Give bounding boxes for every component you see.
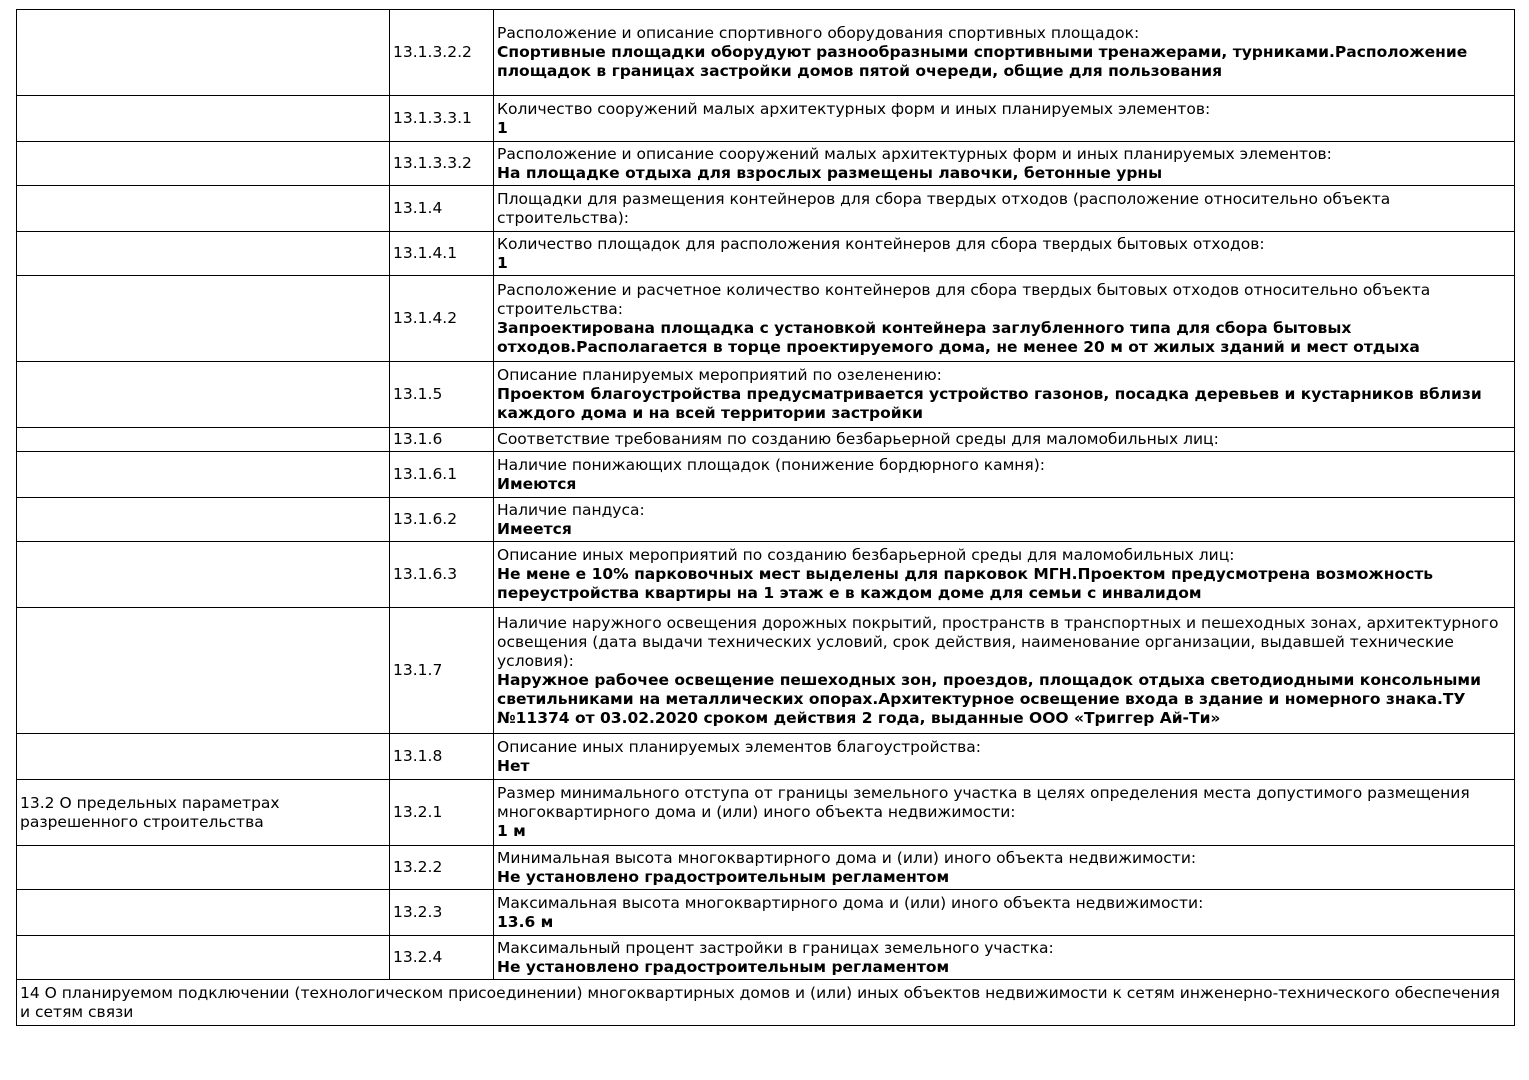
table-row	[17, 142, 1515, 186]
item-value: На площадке отдыха для взрослых размещены лавочки, бетонные урны	[497, 163, 1163, 182]
item-description	[494, 10, 1515, 96]
item-label: Соответствие требованиям по созданию безбарьерной среды для маломобильных лиц:	[497, 430, 1219, 448]
item-number: 13.1.4	[390, 186, 494, 232]
section-heading: 13.2 О предельных параметрах разрешенного строительства	[17, 780, 390, 846]
item-value: Нет	[497, 756, 530, 775]
item-value: Не мене е 10% парковочных мест выделены для парковок МГН.Проектом предусмотрена возможность переустройства квартиры на 1 этаж е в каждом доме для семьи с инвалидом	[497, 565, 1434, 602]
item-label: Расположение и описание сооружений малых архитектурных форм и иных планируемых элементов:	[497, 144, 1332, 163]
table-row	[17, 362, 1515, 428]
item-number: 13.2.1	[390, 780, 494, 846]
table-row	[17, 498, 1515, 542]
item-description	[494, 542, 1515, 608]
item-value: Спортивные площадки оборудуют разнообразными спортивными тренажерами, турниками.Расположение площадок в границах застройки домов пятой очереди, общие для пользования	[497, 43, 1468, 80]
item-number: 13.1.3.3.1	[390, 96, 494, 142]
item-description	[494, 498, 1515, 542]
item-label: Минимальная высота многоквартирного дома и (или) иного объекта недвижимости:	[497, 848, 1197, 867]
declaration-table	[16, 9, 1515, 1026]
item-description	[494, 96, 1515, 142]
item-label: Наличие понижающих площадок (понижение бордюрного камня):	[497, 455, 1046, 474]
section-cell	[17, 10, 390, 96]
item-description	[494, 890, 1515, 936]
section-cell	[17, 186, 390, 232]
item-label: Наличие пандуса:	[497, 500, 645, 519]
item-description	[494, 142, 1515, 186]
table-row	[17, 980, 1515, 1026]
item-description	[494, 734, 1515, 780]
item-number: 13.1.4.2	[390, 276, 494, 362]
section-cell	[17, 276, 390, 362]
item-label: Площадки для размещения контейнеров для сбора твердых отходов (расположение относительно объекта строительства):	[497, 189, 1391, 227]
item-number: 13.1.6.1	[390, 452, 494, 498]
section-cell	[17, 362, 390, 428]
item-number: 13.2.4	[390, 936, 494, 980]
item-value: Не установлено градостроительным регламентом	[497, 867, 950, 886]
item-description	[494, 608, 1515, 734]
table-row	[17, 10, 1515, 96]
section-cell	[17, 608, 390, 734]
item-number: 13.1.3.2.2	[390, 10, 494, 96]
section-cell	[17, 936, 390, 980]
item-number: 13.1.5	[390, 362, 494, 428]
table-row	[17, 452, 1515, 498]
item-value: Не установлено градостроительным регламентом	[497, 957, 950, 976]
table-row	[17, 890, 1515, 936]
item-value: Проектом благоустройства предусматривается устройство газонов, посадка деревьев и кустарников вблизи каждого дома и на всей территории застройки	[497, 385, 1482, 422]
item-number: 13.2.2	[390, 846, 494, 890]
item-value: 13.6 м	[497, 912, 554, 931]
item-number: 13.2.3	[390, 890, 494, 936]
table-row	[17, 276, 1515, 362]
table-row	[17, 96, 1515, 142]
item-value: 1	[497, 118, 508, 137]
item-number: 13.1.4.1	[390, 232, 494, 276]
item-value: Наружное рабочее освещение пешеходных зон, проездов, площадок отдыха светодиодными консольными светильниками на металлических опорах.Архитектурное освещение входа в здание и номерного знака.ТУ №11374 от 03.02.2020 сроком действия 2 года, выданные ООО «Триггер Ай-Ти»	[497, 670, 1481, 727]
item-label: Максимальный процент застройки в границах земельного участка:	[497, 938, 1054, 957]
item-description	[494, 428, 1515, 452]
item-value: Имеются	[497, 474, 577, 493]
item-label: Размер минимального отступа от границы земельного участка в целях определения места допустимого размещения многоквартирного дома и (или) иного объекта недвижимости:	[497, 784, 1470, 821]
table-row	[17, 936, 1515, 980]
item-description	[494, 186, 1515, 232]
document-page	[16, 9, 1514, 1026]
section-14-heading: 14 О планируемом подключении (технологическом присоединении) многоквартирных домов и (или) иных объектов недвижимости к сетям инженерно-технического обеспечения и сетям связи	[17, 980, 1515, 1026]
item-label: Максимальная высота многоквартирного дома и (или) иного объекта недвижимости:	[497, 893, 1204, 912]
section-cell	[17, 142, 390, 186]
item-value: 1 м	[497, 822, 526, 840]
item-label: Расположение и описание спортивного оборудования спортивных площадок:	[497, 24, 1140, 42]
table-row	[17, 428, 1515, 452]
item-description	[494, 362, 1515, 428]
item-label: Наличие наружного освещения дорожных покрытий, пространств в транспортных и пешеходных зонах, архитектурного освещения (дата выдачи технических условий, срок действия, наименование организации, выдавшей технические условия):	[497, 613, 1499, 670]
item-description	[494, 780, 1515, 846]
section-cell	[17, 452, 390, 498]
section-cell	[17, 498, 390, 542]
table-row	[17, 542, 1515, 608]
item-value: Имеется	[497, 519, 572, 538]
section-cell	[17, 890, 390, 936]
item-value: 1	[497, 253, 508, 272]
item-value: Запроектирована площадка с установкой контейнера заглубленного типа для сбора бытовых отходов.Располагается в торце проектируемого дома, не менее 20 м от жилых зданий и мест отдыха	[497, 318, 1420, 356]
table-row	[17, 846, 1515, 890]
section-cell	[17, 428, 390, 452]
item-label: Описание иных планируемых элементов благоустройства:	[497, 737, 981, 756]
item-description	[494, 276, 1515, 362]
section-cell	[17, 734, 390, 780]
item-label: Количество площадок для расположения контейнеров для сбора твердых бытовых отходов:	[497, 234, 1265, 253]
item-description	[494, 936, 1515, 980]
item-number: 13.1.3.3.2	[390, 142, 494, 186]
item-label: Описание планируемых мероприятий по озеленению:	[497, 366, 942, 384]
item-description	[494, 846, 1515, 890]
item-label: Описание иных мероприятий по созданию безбарьерной среды для маломобильных лиц:	[497, 546, 1235, 564]
table-row	[17, 186, 1515, 232]
section-cell	[17, 542, 390, 608]
section-cell	[17, 846, 390, 890]
section-cell	[17, 96, 390, 142]
item-number: 13.1.6	[390, 428, 494, 452]
item-number: 13.1.6.2	[390, 498, 494, 542]
section-cell	[17, 232, 390, 276]
table-row	[17, 232, 1515, 276]
table-row	[17, 780, 1515, 846]
item-label: Расположение и расчетное количество контейнеров для сбора твердых бытовых отходов относительно объекта строительства:	[497, 280, 1431, 318]
table-row	[17, 608, 1515, 734]
item-description	[494, 232, 1515, 276]
table-row	[17, 734, 1515, 780]
item-number: 13.1.6.3	[390, 542, 494, 608]
item-number: 13.1.8	[390, 734, 494, 780]
item-number: 13.1.7	[390, 608, 494, 734]
item-label: Количество сооружений малых архитектурных форм и иных планируемых элементов:	[497, 99, 1211, 118]
item-description	[494, 452, 1515, 498]
